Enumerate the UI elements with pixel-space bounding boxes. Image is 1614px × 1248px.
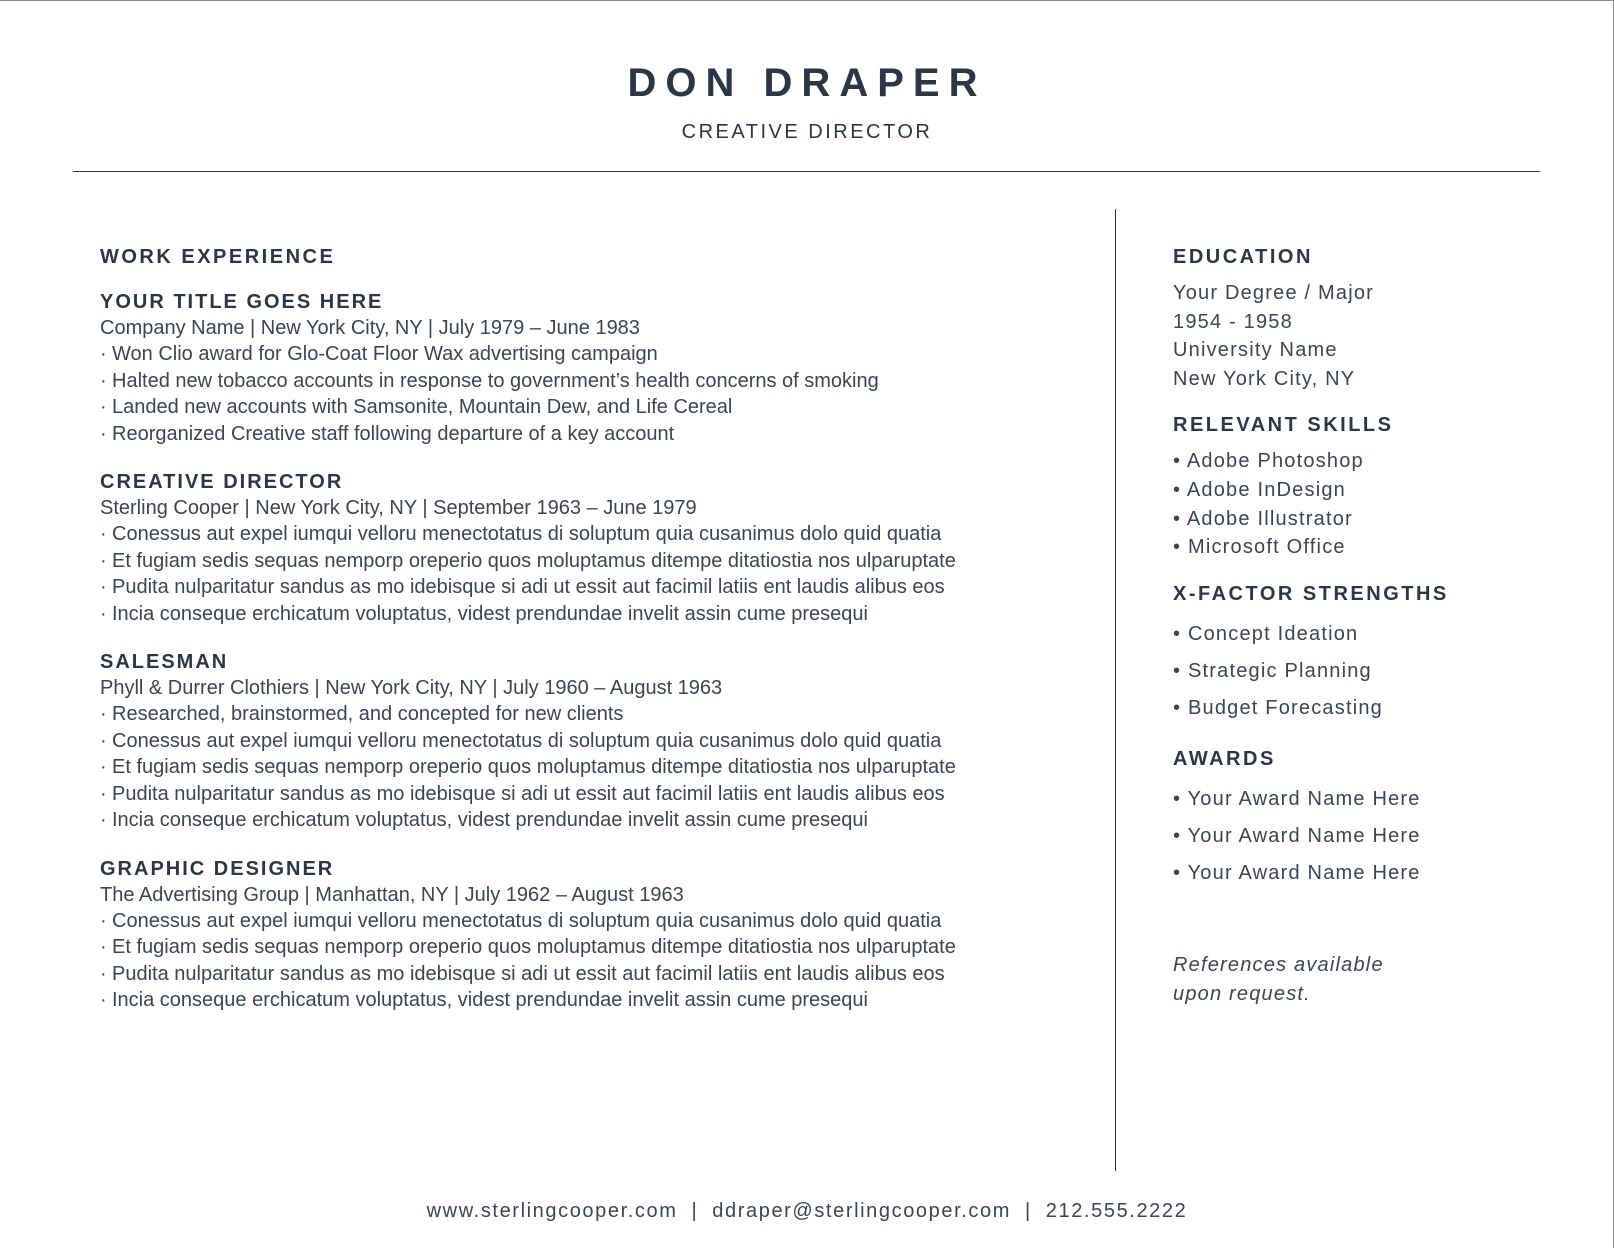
- job-bullet: · Pudita nulparitatur sandus as mo idebisque si adi ut essit aut facimil latiis ent laudis alibus eos: [100, 576, 945, 599]
- skill-item: • Adobe Illustrator: [1173, 507, 1353, 530]
- job-bullet: · Researched, brainstormed, and concepted for new clients: [100, 703, 624, 726]
- award-item: • Your Award Name Here: [1173, 824, 1421, 847]
- job-bullet: · Et fugiam sedis sequas nemporp oreperio quos moluptamus ditempe ditatiostia nos ulparuptate: [100, 756, 956, 779]
- job-meta: Company Name | New York City, NY | July 1979 – June 1983: [100, 317, 640, 339]
- references-line: upon request.: [1173, 983, 1311, 1005]
- job-entry: [100, 856, 1100, 1014]
- contact-footer: [0, 1200, 1614, 1223]
- header-divider: [73, 171, 1540, 172]
- job-bullets: [100, 908, 1100, 1014]
- job-bullet: · Conessus aut expel iumqui velloru menectotatus di soluptum quia cusanimus dolo quid quatia: [100, 909, 942, 932]
- job-entry: [100, 649, 1100, 833]
- strengths-heading: X-FACTOR STRENGTHS: [1173, 582, 1449, 605]
- education-university: University Name: [1173, 339, 1338, 362]
- education-heading: EDUCATION: [1173, 246, 1313, 268]
- footer-separator: |: [1025, 1200, 1032, 1222]
- award-item: • Your Award Name Here: [1173, 861, 1421, 884]
- job-meta: Sterling Cooper | New York City, NY | September 1963 – June 1979: [100, 497, 697, 520]
- job-entry: [100, 289, 1100, 447]
- skills-heading: RELEVANT SKILLS: [1173, 414, 1394, 437]
- job-title: SALESMAN: [100, 651, 229, 674]
- strength-item: • Budget Forecasting: [1173, 696, 1383, 719]
- job-title: YOUR TITLE GOES HERE: [100, 291, 384, 313]
- job-bullet: · Et fugiam sedis sequas nemporp oreperio quos moluptamus ditempe ditatiostia nos ulparuptate: [100, 936, 956, 959]
- email-link[interactable]: ddraper@sterlingcooper.com: [712, 1200, 1011, 1222]
- awards-section: [1173, 745, 1593, 892]
- phone-number: 212.555.2222: [1045, 1200, 1188, 1222]
- column-divider: [1115, 209, 1116, 1171]
- strength-item: • Strategic Planning: [1173, 659, 1372, 682]
- education-degree: Your Degree / Major: [1173, 282, 1375, 304]
- job-bullet: · Incia conseque erchicatum voluptatus, videst prendundae invelit assin cume presequi: [100, 809, 868, 832]
- award-item: • Your Award Name Here: [1173, 787, 1421, 810]
- sidebar-column: [1173, 243, 1593, 892]
- awards-heading: AWARDS: [1173, 747, 1276, 770]
- skill-item: • Adobe InDesign: [1173, 478, 1346, 501]
- strengths-list: [1173, 616, 1593, 727]
- job-bullets: [100, 701, 1100, 833]
- job-bullet: · Conessus aut expel iumqui velloru menectotatus di soluptum quia cusanimus dolo quid quatia: [100, 523, 942, 546]
- job-title: CREATIVE DIRECTOR: [100, 471, 344, 494]
- awards-list: [1173, 781, 1593, 892]
- skills-section: [1173, 411, 1593, 561]
- skills-list: [1173, 447, 1593, 561]
- skill-item: • Microsoft Office: [1173, 536, 1346, 559]
- footer-separator: |: [691, 1200, 699, 1222]
- job-bullet: · Pudita nulparitatur sandus as mo idebisque si adi ut essit aut facimil latiis ent laudis alibus eos: [100, 782, 945, 805]
- education-details: [1173, 279, 1593, 393]
- job-bullet: · Halted new tobacco accounts in response to government’s health concerns of smoking: [100, 369, 879, 392]
- job-bullet: · Reorganized Creative staff following departure of a key account: [100, 422, 675, 445]
- job-title: GRAPHIC DESIGNER: [100, 857, 335, 880]
- job-bullet: · Et fugiam sedis sequas nemporp oreperio quos moluptamus ditempe ditatiostia nos ulparuptate: [100, 549, 956, 572]
- skill-item: • Adobe Photoshop: [1173, 450, 1364, 473]
- candidate-role: CREATIVE DIRECTOR: [681, 121, 933, 143]
- job-bullet: · Incia conseque erchicatum voluptatus, videst prendundae invelit assin cume presequi: [100, 602, 868, 625]
- strength-item: • Concept Ideation: [1173, 622, 1359, 645]
- references-line: References available: [1173, 954, 1384, 976]
- education-section: [1173, 243, 1593, 393]
- job-bullet: · Landed new accounts with Samsonite, Mountain Dew, and Life Cereal: [100, 396, 733, 419]
- website-link[interactable]: www.sterlingcooper.com: [426, 1200, 678, 1222]
- job-entry: [100, 469, 1100, 627]
- job-bullet: · Pudita nulparitatur sandus as mo idebisque si adi ut essit aut facimil latiis ent laudis alibus eos: [100, 962, 945, 985]
- job-bullets: [100, 341, 1100, 447]
- job-bullet: · Conessus aut expel iumqui velloru menectotatus di soluptum quia cusanimus dolo quid quatia: [100, 729, 942, 752]
- education-location: New York City, NY: [1173, 367, 1356, 390]
- candidate-name: DON DRAPER: [627, 61, 987, 105]
- work-experience-section: [100, 243, 1100, 1014]
- work-experience-heading: WORK EXPERIENCE: [100, 246, 336, 268]
- education-years: 1954 - 1958: [1173, 310, 1293, 333]
- job-bullet: · Won Clio award for Glo-Coat Floor Wax advertising campaign: [100, 343, 658, 366]
- job-bullets: [100, 521, 1100, 627]
- job-bullet: · Incia conseque erchicatum voluptatus, videst prendundae invelit assin cume presequi: [100, 989, 868, 1012]
- job-meta: Phyll & Durrer Clothiers | New York City, NY | July 1960 – August 1963: [100, 677, 723, 700]
- strengths-section: [1173, 580, 1593, 727]
- references-note: [1173, 951, 1473, 1009]
- job-meta: The Advertising Group | Manhattan, NY | July 1962 – August 1963: [100, 883, 684, 906]
